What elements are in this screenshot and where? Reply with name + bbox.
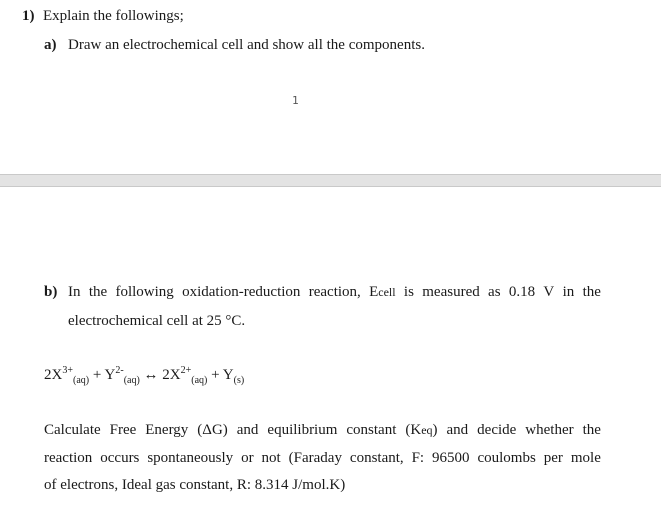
word: constant (346, 422, 397, 438)
word: or (241, 450, 254, 466)
word: mole (570, 450, 601, 466)
question-number: 1) (22, 8, 35, 24)
word: 96500 (432, 450, 470, 466)
part-a-text: Draw an electrochemical cell and show all the components. (68, 37, 425, 53)
calc-line-2 (44, 450, 601, 467)
word: Calculate (44, 422, 101, 438)
word: the (582, 422, 601, 438)
eq-term: 2X (162, 367, 181, 383)
eq-state: (aq) (123, 375, 140, 386)
keq-k: (K (405, 422, 422, 438)
word: Free (109, 422, 137, 438)
part-b-line-2: electrochemical cell at 25 °C. (68, 313, 246, 329)
word: as (488, 284, 501, 300)
part-b-line-1 (68, 284, 601, 301)
eq-term: 2X (44, 367, 63, 383)
eq-state: (aq) (72, 375, 90, 386)
word: measured (422, 284, 480, 300)
word: not (261, 450, 281, 466)
word: and (236, 422, 259, 438)
calc-line-1 (44, 422, 601, 439)
question-title: Explain the followings; (43, 8, 184, 24)
word: per (543, 450, 563, 466)
word: occurs (100, 450, 140, 466)
eq-plus: + (207, 367, 223, 383)
word: Energy (145, 422, 189, 438)
word: the (582, 284, 601, 300)
keq-close: ) (432, 422, 438, 438)
word: decide (477, 422, 517, 438)
page-break-separator (0, 174, 661, 187)
word: the (88, 284, 108, 300)
word: coulombs (477, 450, 536, 466)
eq-charge: 2+ (180, 365, 192, 376)
word: 0.18 (508, 284, 536, 300)
part-a-letter: a) (44, 37, 57, 53)
ecell-e: E (369, 284, 379, 300)
eq-arrow: ↔ (139, 367, 163, 383)
word: reaction (44, 450, 93, 466)
ecell-symbol (369, 284, 396, 301)
eq-charge: 3+ (62, 365, 73, 376)
keq-symbol (405, 422, 437, 439)
word: whether (525, 422, 574, 438)
word: is (403, 284, 414, 300)
word: constant, (349, 450, 404, 466)
word: V (543, 284, 555, 300)
word: reaction, (308, 284, 361, 300)
word: in (562, 284, 575, 300)
eq-term: Y (104, 367, 116, 383)
eq-term: Y (222, 367, 234, 383)
word: oxidation-reduction (182, 284, 301, 300)
part-b-letter: b) (44, 284, 58, 300)
word: spontaneously (147, 450, 234, 466)
word: (ΔG) (197, 422, 228, 438)
eq-state: (s) (233, 375, 245, 386)
word: equilibrium (267, 422, 338, 438)
eq-plus: + (89, 367, 105, 383)
reaction-equation (44, 367, 244, 384)
ecell-subscript: cell (378, 285, 396, 299)
word: and (446, 422, 469, 438)
eq-charge: 2- (115, 365, 124, 376)
word: following (115, 284, 174, 300)
word: F: (411, 450, 425, 466)
word: (Faraday (288, 450, 342, 466)
eq-state: (aq) (191, 375, 208, 386)
keq-subscript: eq (421, 423, 433, 437)
page-number: 1 (292, 94, 299, 107)
calc-line-3: of electrons, Ideal gas constant, R: 8.314 J/mol.K) (44, 477, 346, 493)
word: In (68, 284, 81, 300)
